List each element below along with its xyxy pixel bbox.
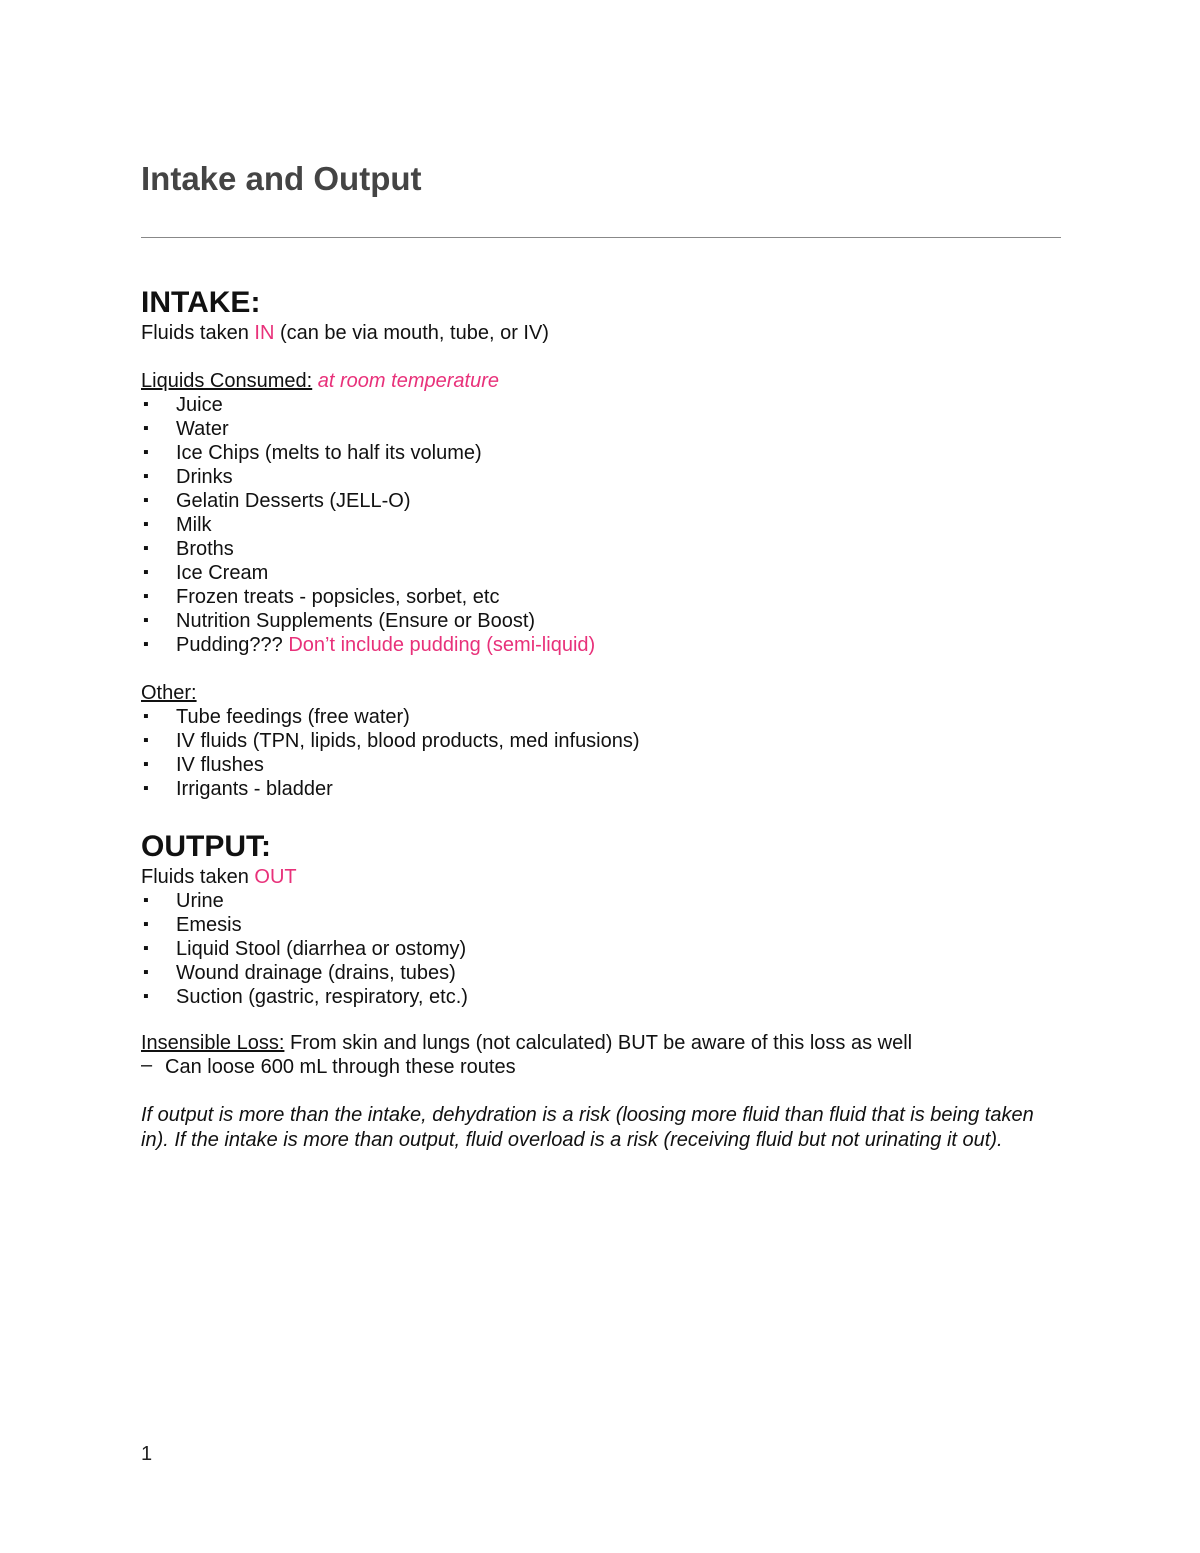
list-item: ▪ IV flushes [143,754,264,776]
bullet-icon: ▪ [143,396,149,413]
insensible-label: Insensible Loss: [141,1032,285,1054]
bullet-icon: ▪ [143,444,149,461]
conclusion-note: If output is more than the intake, dehydration is a risk (loosing more fluid than fluid that is being taken in). If the intake is more than output, fluid overload is a risk (receiving fluid but not urinating it out). [141,1104,1034,1151]
bullet-icon: ▪ [143,492,149,509]
list-item: ▪ Gelatin Desserts (JELL-O) [143,490,411,512]
bullet-icon: ▪ [143,708,149,725]
other-label: Other: [141,682,197,704]
liquids-list [141,393,1061,657]
bullet-icon: ▪ [143,988,149,1005]
output-desc-prefix: Fluids taken [141,866,255,888]
bullet-icon: ▪ [143,564,149,581]
pudding-note: Don’t include pudding (semi-liquid) [288,634,596,656]
liquids-heading [141,369,1061,393]
list-item: – Can loose 600 mL through these routes [141,1054,516,1078]
list-item: ▪ Urine [143,890,224,912]
bullet-icon: ▪ [143,732,149,749]
list-item: ▪ Liquid Stool (diarrhea or ostomy) [143,938,467,960]
bullet-icon: ▪ [143,916,149,933]
insensible-list [141,1055,1061,1079]
list-item: ▪ Suction (gastric, respiratory, etc.) [143,986,468,1008]
page-number: 1 [141,1443,153,1465]
list-item-pudding [141,633,1061,657]
bullet-icon: ▪ [143,756,149,773]
list-item: ▪ Irrigants - bladder [143,778,333,800]
other-heading [141,681,1061,705]
bullet-icon: ▪ [143,420,149,437]
bullet-icon: ▪ [143,892,149,909]
list-item: ▪ IV fluids (TPN, lipids, blood products, med infusions) [143,730,640,752]
list-item: ▪ Drinks [143,466,233,488]
intake-desc-suffix: (can be via mouth, tube, or IV) [274,322,549,344]
title-divider [141,237,1061,238]
document-title: Intake and Output [141,160,422,197]
output-desc-highlight: OUT [254,866,297,888]
bullet-icon: ▪ [143,940,149,957]
intake-description [141,321,1061,345]
insensible-loss [141,1031,1061,1055]
list-item: ▪ Water [143,418,229,440]
bullet-icon: ▪ [143,780,149,797]
output-heading: OUTPUT: [141,830,271,863]
bullet-icon: ▪ [143,516,149,533]
other-list [141,705,1061,801]
list-item: ▪ Frozen treats - popsicles, sorbet, etc [143,586,500,608]
bullet-icon: ▪ [143,468,149,485]
liquids-note: at room temperature [317,370,499,392]
bullet-icon: ▪ [143,588,149,605]
liquids-label: Liquids Consumed: [141,370,313,392]
list-item: ▪ Emesis [143,914,242,936]
bullet-icon: ▪ [143,612,149,629]
bullet-icon: ▪ [143,636,149,653]
output-description [141,865,1061,889]
list-item: ▪ Wound drainage (drains, tubes) [143,962,456,984]
list-item: ▪ Broths [143,538,234,560]
list-item: ▪ Milk [143,514,212,536]
list-item: ▪ Juice [143,394,223,416]
output-list [141,889,1061,1009]
pudding-text: Pudding??? [176,634,283,656]
insensible-text: From skin and lungs (not calculated) BUT be aware of this loss as well [284,1032,913,1054]
bullet-icon: ▪ [143,540,149,557]
list-item: ▪ Ice Cream [143,562,269,584]
list-item: ▪ Tube feedings (free water) [143,706,410,728]
bullet-icon: ▪ [143,964,149,981]
document-body [141,285,1061,1153]
list-item: ▪ Ice Chips (melts to half its volume) [143,442,482,464]
intake-desc-highlight: IN [254,322,275,344]
intake-desc-prefix: Fluids taken [141,322,255,344]
intake-heading: INTAKE: [141,286,261,319]
list-item: ▪ Nutrition Supplements (Ensure or Boost) [143,610,536,632]
dash-icon: – [141,1054,153,1076]
